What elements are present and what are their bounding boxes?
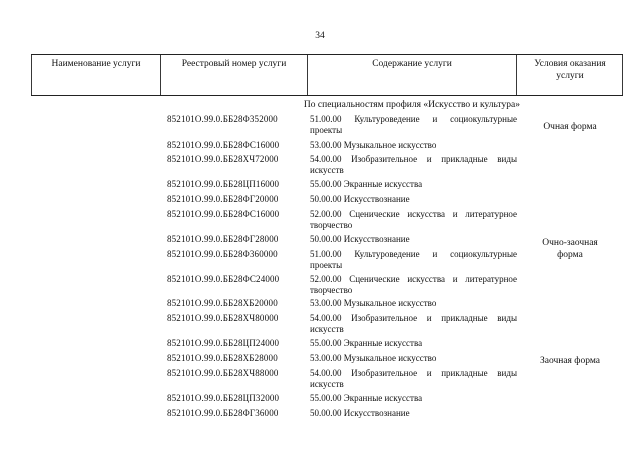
registry-number: 852101О.99.0.ББ28ХЧ80000 <box>167 313 279 323</box>
registry-number: 852101О.99.0.ББ28ФС16000 <box>167 209 280 219</box>
page-number: 34 <box>315 31 325 41</box>
header-service-conditions: Условия оказания услуги <box>534 59 606 81</box>
registry-number: 852101О.99.0.ББ28ФС16000 <box>167 140 280 150</box>
service-content: 50.00.00 Искусствознание <box>310 408 410 418</box>
header-registry-number: Реестровый номер услуги <box>181 59 287 69</box>
registry-number: 852101О.99.0.ББ28ЦП24000 <box>167 338 280 348</box>
service-content: 52.00.00 Сценические искусства и литературное творчество <box>310 209 517 230</box>
service-content: 55.00.00 Экранные искусства <box>310 338 423 348</box>
registry-number: 852101О.99.0.ББ28ХЧ88000 <box>167 368 279 378</box>
condition-full-time: Очная форма <box>543 122 597 132</box>
service-content: 54.00.00 Изобразительное и прикладные виды искусств <box>310 154 517 175</box>
service-content: 51.00.00 Культуроведение и социокультурные проекты <box>310 249 517 270</box>
registry-number: 852101О.99.0.ББ28ЦП32000 <box>167 393 280 403</box>
condition-extramural: Заочная форма <box>540 356 600 366</box>
registry-number: 852101О.99.0.ББ28ФГ36000 <box>167 408 279 418</box>
registry-number: 852101О.99.0.ББ28ХЧ72000 <box>167 154 279 164</box>
service-content: 53.00.00 Музыкальное искусство <box>310 298 437 308</box>
service-content: 50.00.00 Искусствознание <box>310 234 410 244</box>
service-content: 54.00.00 Изобразительное и прикладные виды искусств <box>310 368 517 389</box>
service-content: 50.00.00 Искусствознание <box>310 194 410 204</box>
condition-part-time: Очно-заочная форма <box>542 238 598 260</box>
registry-number: 852101О.99.0.ББ28ХБ28000 <box>167 353 278 363</box>
service-content: 51.00.00 Культуроведение и социокультурные проекты <box>310 114 517 135</box>
registry-number: 852101О.99.0.ББ28ФГ28000 <box>167 234 279 244</box>
service-content: 53.00.00 Музыкальное искусство <box>310 140 437 150</box>
registry-number: 852101О.99.0.ББ28ФГ20000 <box>167 194 279 204</box>
header-service-content: Содержание услуги <box>372 59 452 69</box>
registry-number: 852101О.99.0.ББ28Ф360000 <box>167 249 278 259</box>
service-content: 52.00.00 Сценические искусства и литературное творчество <box>310 274 517 295</box>
registry-number: 852101О.99.0.ББ28ФС24000 <box>167 274 280 284</box>
section-title: По специальностям профиля «Искусство и культура» <box>303 100 520 110</box>
registry-number: 852101О.99.0.ББ28Ф352000 <box>167 114 278 124</box>
registry-number: 852101О.99.0.ББ28ХБ20000 <box>167 298 278 308</box>
header-service-name: Наименование услуги <box>51 59 141 69</box>
service-content: 55.00.00 Экранные искусства <box>310 393 423 403</box>
service-content: 53.00.00 Музыкальное искусство <box>310 353 437 363</box>
service-content: 55.00.00 Экранные искусства <box>310 179 423 189</box>
registry-number: 852101О.99.0.ББ28ЦП16000 <box>167 179 280 189</box>
service-content: 54.00.00 Изобразительное и прикладные виды искусств <box>310 313 517 334</box>
